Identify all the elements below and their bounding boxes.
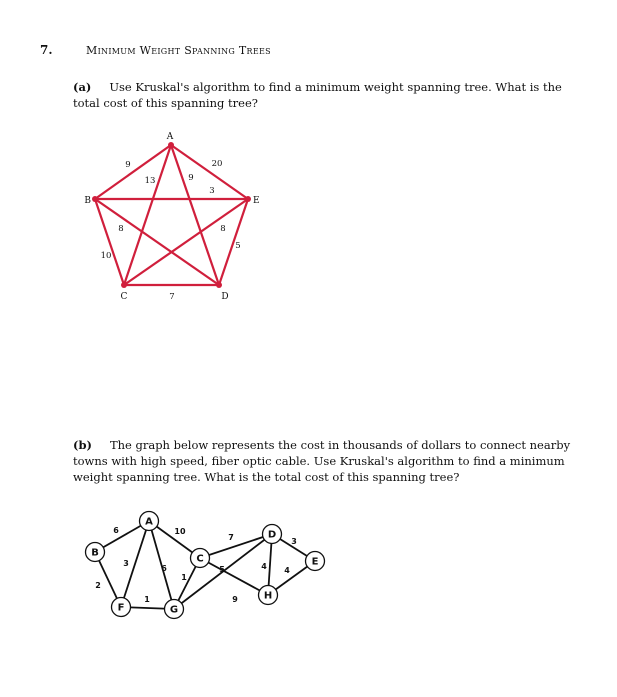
- edge-weight-BC: 10: [100, 251, 112, 261]
- vertex-label-A: A: [166, 132, 174, 142]
- edge-weight-AE: 20: [211, 159, 223, 169]
- edge-CD: [200, 534, 272, 558]
- edge-weight-AG: 6: [161, 564, 167, 573]
- edge-weight-GC: 1: [181, 573, 187, 582]
- edge-weight-AD: 9: [188, 173, 194, 183]
- edge-weight-DE: 3: [291, 537, 297, 546]
- edge-weight-FG: 1: [144, 595, 150, 604]
- part-b-text: The graph below represents the cost in thousands of dollars to connect nearby towns with high speed, fiber optic cable. Use Kruskal's algorithm to find a minimum weight spanning tree. What is the total cost of this spanning tree?: [73, 438, 571, 484]
- edge-weight-CH: 5: [219, 565, 225, 574]
- part-a-text: Use Kruskal's algorithm to find a minimum weight spanning tree. What is the total cost of this spanning tree?: [73, 80, 562, 110]
- edge-weight-AC: 10: [174, 527, 186, 536]
- edge-weight-AC: 13: [144, 176, 156, 186]
- edge-weight-DE: 5: [235, 241, 241, 251]
- edge-weight-CD: 7: [228, 533, 234, 542]
- node-label-A: A: [145, 516, 153, 528]
- edge-weight-DH: 4: [261, 562, 267, 571]
- edge-weight-GD: 9: [232, 595, 238, 604]
- edge-weight-CD: 7: [169, 292, 175, 302]
- node-label-D: D: [267, 529, 277, 541]
- edge-weight-AB: 9: [125, 160, 131, 170]
- edge-weight-HE: 4: [284, 566, 290, 575]
- node-label-F: F: [117, 602, 125, 614]
- edge-weight-BE: 3: [209, 186, 215, 196]
- node-label-G: G: [169, 604, 179, 616]
- part-b-label: (b): [73, 438, 92, 452]
- edge-weight-CE: 8: [220, 224, 226, 234]
- vertex-label-E: E: [253, 196, 260, 206]
- node-label-C: C: [196, 553, 204, 565]
- edge-weight-BD: 8: [118, 224, 124, 234]
- edge-weight-BF: 2: [95, 581, 101, 590]
- vertex-label-D: D: [221, 292, 229, 302]
- node-label-H: H: [263, 590, 273, 602]
- node-label-E: E: [311, 556, 319, 568]
- edge-weight-AF: 3: [123, 559, 129, 568]
- part-a-label: (a): [73, 80, 92, 94]
- vertex-label-B: B: [84, 196, 91, 206]
- vertex-label-C: C: [120, 292, 128, 302]
- problem-number: 7.: [40, 43, 53, 57]
- node-label-B: B: [91, 547, 99, 559]
- edge-weight-AB: 6: [113, 526, 119, 535]
- problem-title: Minimum Weight Spanning Trees: [86, 44, 271, 57]
